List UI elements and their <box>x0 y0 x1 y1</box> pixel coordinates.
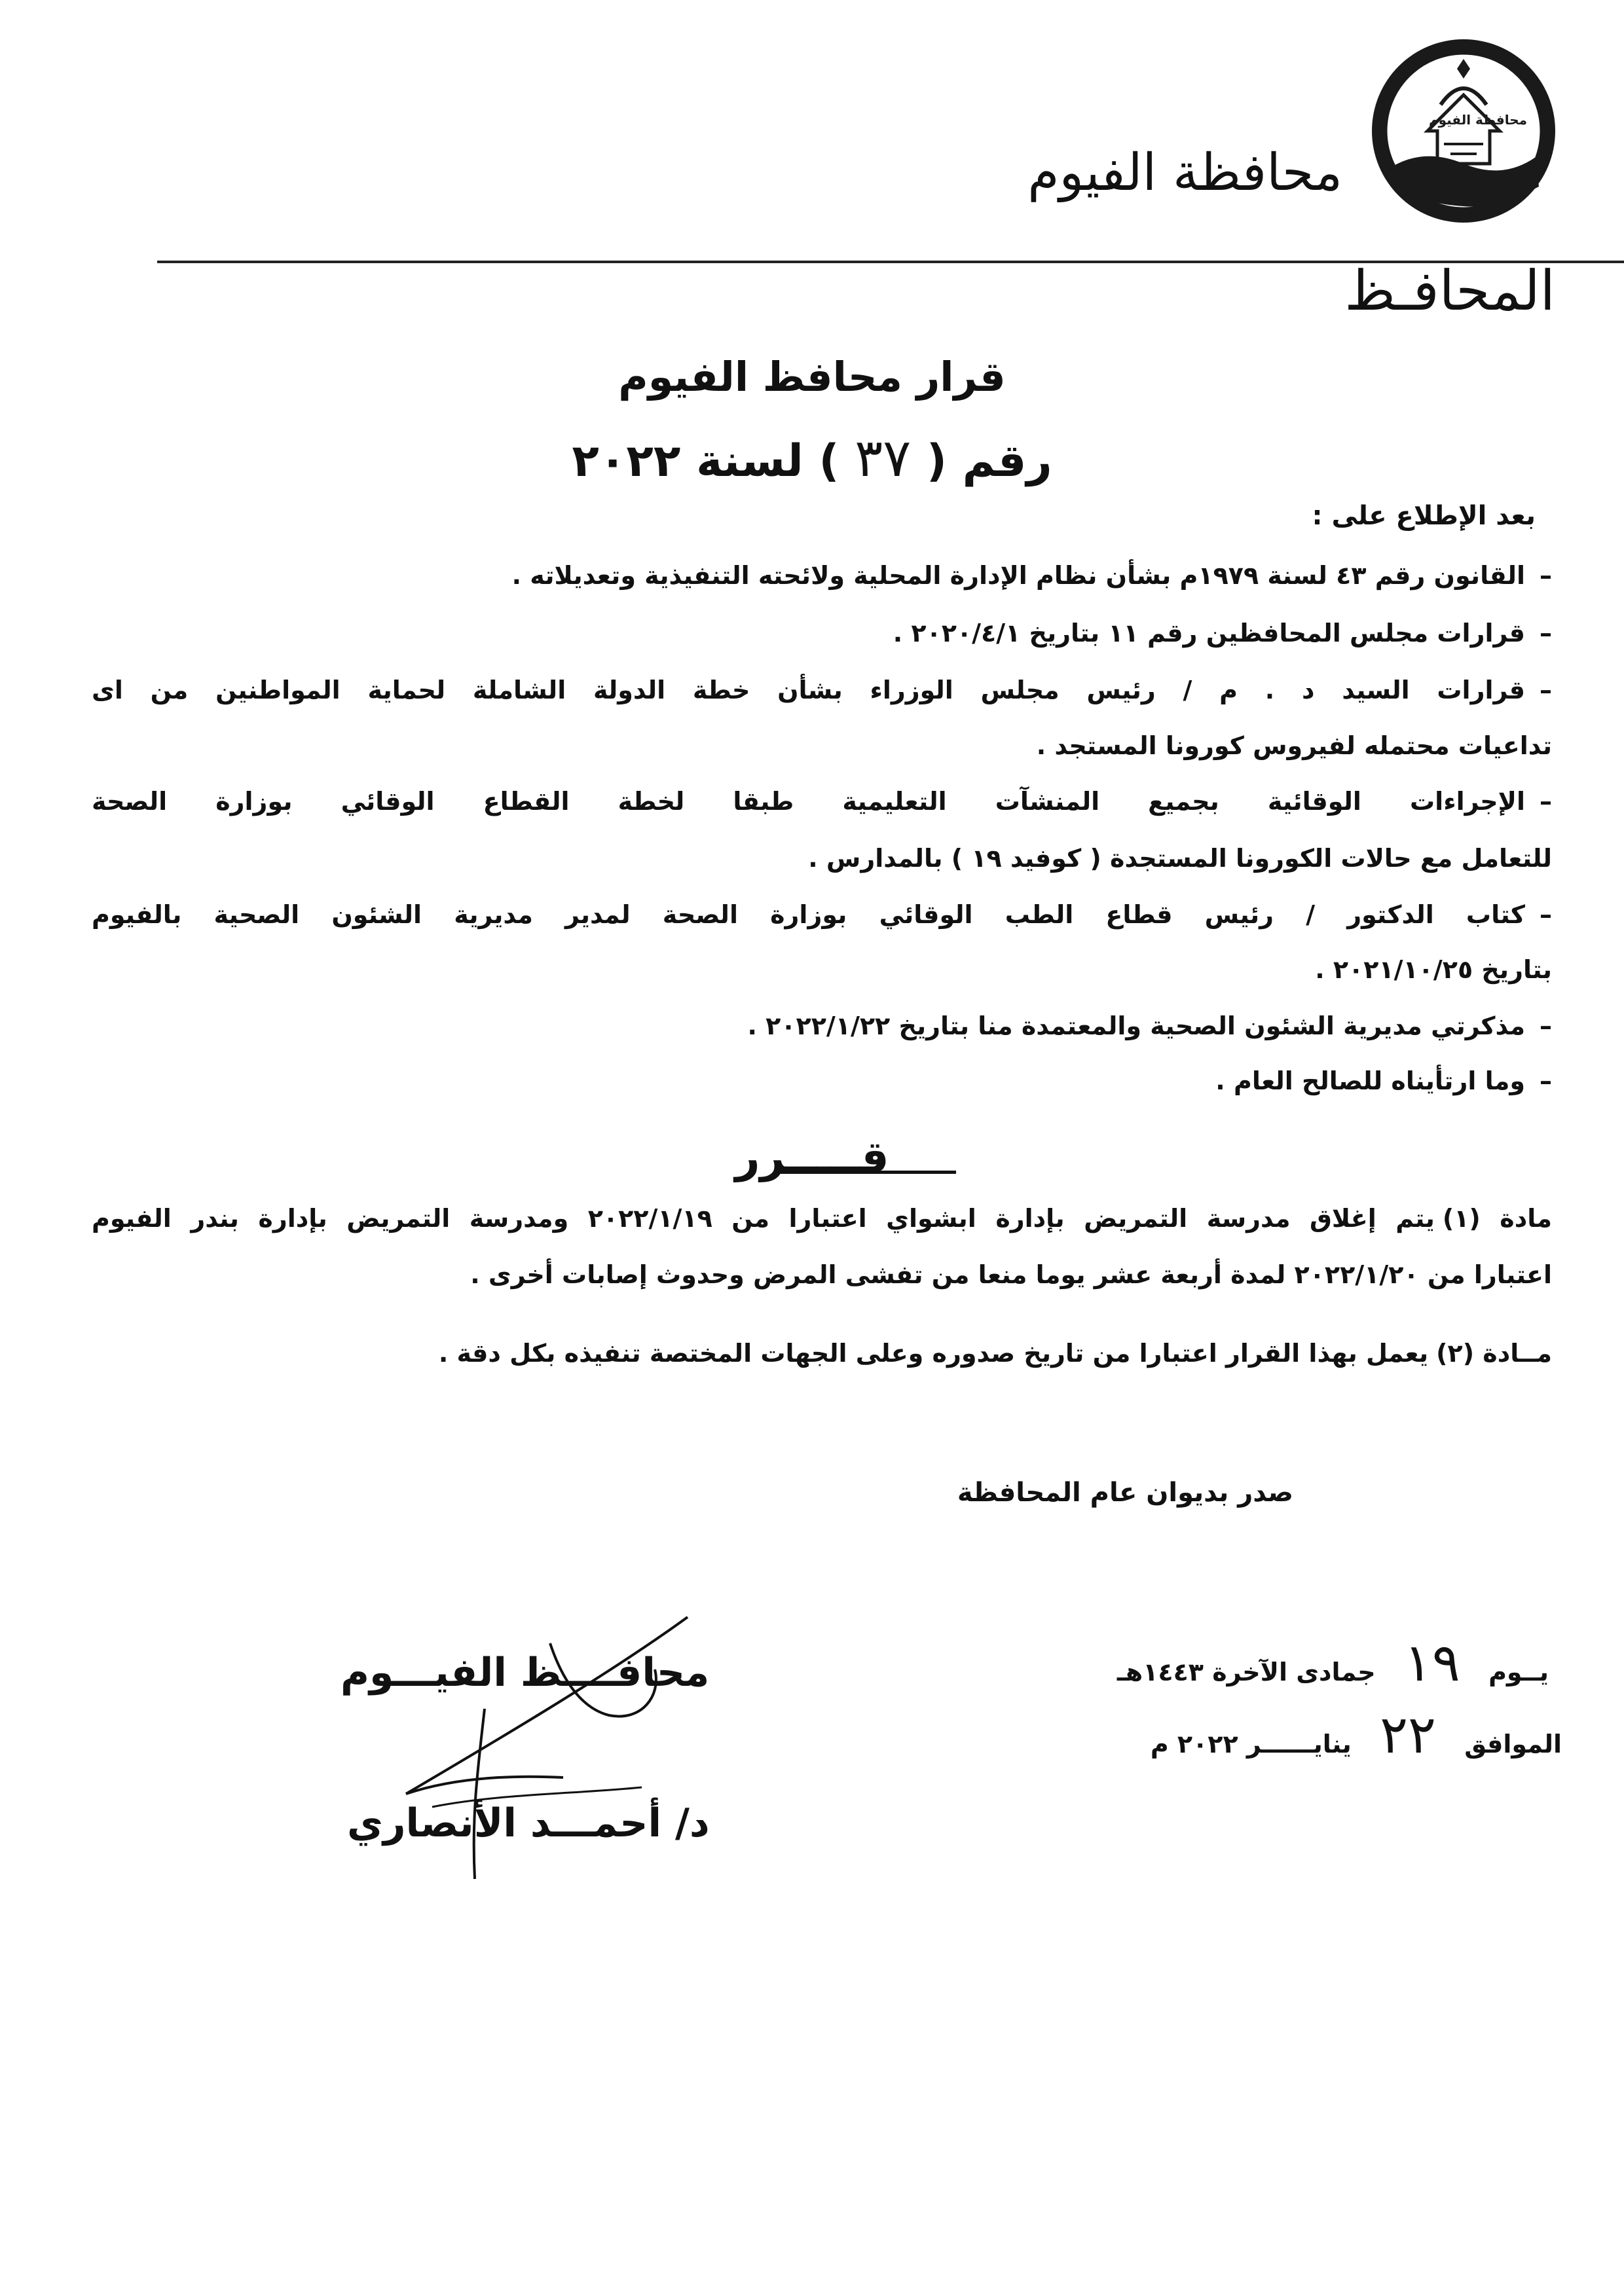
gregorian-day: ٢٢ <box>1380 1704 1436 1765</box>
hijri-month-year: جمادى الآخرة ١٤٤٣هـ <box>1116 1658 1376 1686</box>
issued-at: صدر بديوان عام المحافظة <box>957 1478 1293 1508</box>
decree-number-line <box>0 428 1624 488</box>
bullet-dash: – <box>1540 1011 1552 1040</box>
gregorian-date <box>1150 1704 1562 1765</box>
preamble-item-text: القانون رقم ٤٣ لسنة ١٩٧٩م بشأن نظام الإدارة المحلية ولائحته التنفيذية وتعديلاته . <box>511 561 1525 590</box>
hijri-date-label: يــوم <box>1488 1658 1549 1686</box>
bullet-dash: – <box>1540 619 1552 647</box>
preamble-item <box>92 789 1552 814</box>
preamble-item-continuation: تداعيات محتمله لفيروس كورونا المستجد . <box>1036 731 1552 760</box>
preamble-item <box>893 621 1552 646</box>
preamble-intro: بعد الإطلاع على : <box>1312 501 1536 531</box>
bullet-dash: – <box>1540 787 1552 816</box>
bullet-dash: – <box>1540 1066 1552 1095</box>
article-text: يتم إغلاق مدرسة التمريض بإدارة ابشواي اعتبارا من ٢٠٢٢/١/١٩ ومدرسة التمريض بإدارة بندر الفيوم <box>92 1204 1435 1233</box>
preamble-item-text: كتاب الدكتور / رئيس قطاع الطب الوقائي بوزارة الصحة لمدير مديرية الشئون الصحية بالفيوم <box>92 900 1525 929</box>
article-label: مــادة (٢) <box>1436 1339 1552 1368</box>
preamble-item-text: مذكرتي مديرية الشئون الصحية والمعتمدة منا بتاريخ ٢٠٢٢/١/٢٢ . <box>747 1011 1525 1040</box>
preamble-item-text: وما ارتأيناه للصالح العام . <box>1215 1066 1525 1095</box>
preamble-item <box>747 1013 1552 1038</box>
decree-number-suffix: ) لسنة ٢٠٢٢ <box>572 435 840 487</box>
preamble-item <box>1215 1068 1552 1093</box>
governorate-seal <box>1365 33 1562 229</box>
hijri-day: ١٩ <box>1403 1632 1460 1693</box>
article-2 <box>439 1341 1552 1366</box>
article-text: يعمل بهذا القرار اعتبارا من تاريخ صدوره وعلى الجهات المختصة تنفيذه بكل دقة . <box>438 1339 1429 1368</box>
decree-number-prefix: رقم ( <box>926 435 1052 487</box>
preamble-item <box>512 563 1552 588</box>
preamble-item-text: قرارات مجلس المحافظين رقم ١١ بتاريخ ٢٠٢٠/٤/١ . <box>893 619 1525 647</box>
preamble-item <box>92 678 1552 702</box>
article-label: مادة (١) <box>1442 1204 1553 1233</box>
decision-heading: قـــــرر <box>735 1132 889 1182</box>
preamble-item-continuation: بتاريخ ٢٠٢١/١٠/٢٥ . <box>1315 955 1552 984</box>
preamble-item-continuation: للتعامل مع حالات الكورونا المستجدة ( كوفيد ١٩ ) بالمدارس . <box>808 844 1552 873</box>
decree-title: قرار محافظ الفيوم <box>618 353 1006 401</box>
preamble-item-text: قرارات السيد د . م / رئيس مجلس الوزراء بشأن خطة الدولة الشاملة لحماية المواطنين من اى <box>92 676 1525 704</box>
handwritten-signature <box>367 1597 733 1892</box>
preamble-item-text: الإجراءات الوقائية بجميع المنشآت التعليمية طبقا لخطة القطاع الوقائي بوزارة الصحة <box>92 787 1525 816</box>
office-label: المحافـظ <box>1344 259 1555 323</box>
gregorian-month-year: ينايــــــر ٢٠٢٢ م <box>1150 1730 1352 1758</box>
decree-number: ٣٧ <box>855 428 912 488</box>
bullet-dash: – <box>1540 900 1552 929</box>
bullet-dash: – <box>1540 561 1552 590</box>
article-1-continuation: اعتبارا من ٢٠٢٢/١/٢٠ لمدة أربعة عشر يوما منعا من تفشى المرض وحدوث إصابات أخرى . <box>470 1260 1552 1289</box>
seal-label: محافظة الفيوم <box>1428 112 1528 128</box>
article-1 <box>92 1206 1552 1231</box>
preamble-item <box>92 902 1552 927</box>
gregorian-date-label: الموافق <box>1464 1730 1562 1758</box>
bullet-dash: – <box>1540 676 1552 704</box>
decision-heading-underline <box>779 1171 956 1174</box>
hijri-date <box>1116 1632 1549 1693</box>
signer-name: د/ أحمـــد الأنصاري <box>347 1800 710 1846</box>
governorate-name: محافظة الفيوم <box>1027 143 1342 202</box>
signer-title: محافــــظ الفيـــوم <box>341 1650 710 1696</box>
